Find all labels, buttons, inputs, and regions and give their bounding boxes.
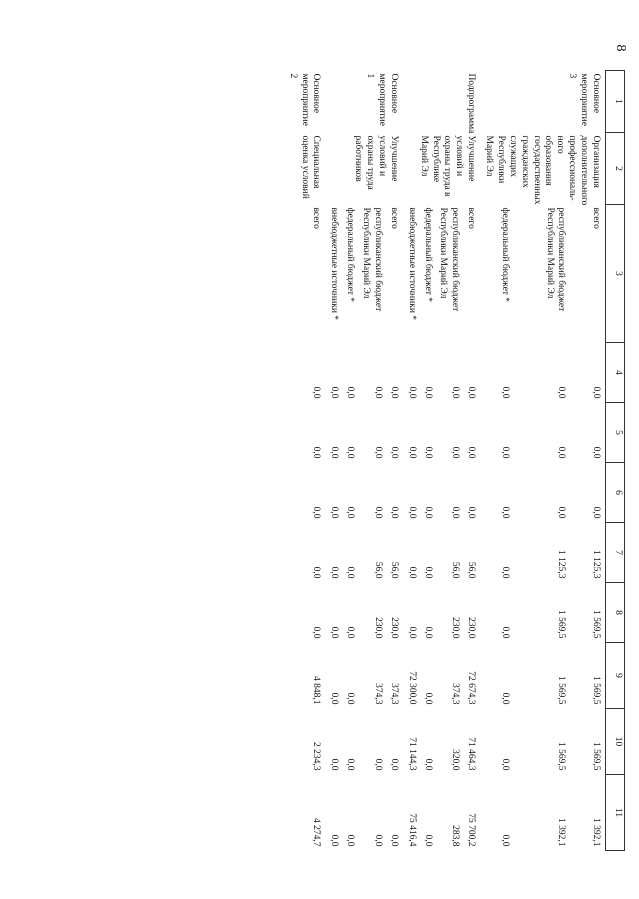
- header-cell: 1: [606, 71, 625, 133]
- funding-source-cell: всего: [388, 207, 399, 229]
- value-cell: 230,0: [373, 617, 383, 639]
- value-cell: 0,0: [345, 386, 356, 399]
- header-cell: 10: [606, 709, 625, 775]
- value-cell: 0,0: [422, 506, 433, 519]
- value-cell: 1 392,1: [556, 818, 567, 847]
- value-cell: 0,0: [329, 506, 340, 519]
- budget-table: [284, 70, 625, 851]
- value-cell: 0,0: [345, 626, 356, 639]
- value-cell: 1 569,5: [556, 610, 567, 639]
- value-cell: 0,0: [373, 758, 383, 771]
- value-cell: 71 144,3: [406, 737, 417, 771]
- activity-type-cell: Основное мероприятие 1: [365, 73, 399, 126]
- value-cell: 0,0: [373, 506, 383, 519]
- value-cell: 0,0: [422, 386, 433, 399]
- header-cell: 3: [606, 205, 625, 343]
- value-cell: 230,0: [450, 617, 461, 639]
- value-cell: 0,0: [311, 506, 322, 519]
- activity-type-cell: Подпрограмма: [466, 73, 477, 134]
- value-cell: 0,0: [466, 446, 477, 459]
- value-cell: 0,0: [345, 834, 356, 847]
- value-cell: 1 569,5: [591, 742, 601, 771]
- value-cell: 0,0: [500, 626, 511, 639]
- value-cell: 0,0: [345, 758, 356, 771]
- value-cell: 374,3: [388, 683, 399, 705]
- value-cell: 56,0: [466, 561, 477, 579]
- value-cell: 0,0: [500, 386, 511, 399]
- value-cell: 0,0: [406, 446, 417, 459]
- value-cell: 0,0: [329, 566, 340, 579]
- value-cell: 72 300,0: [406, 671, 417, 705]
- value-cell: 0,0: [311, 566, 322, 579]
- header-row: [606, 71, 625, 851]
- value-cell: 1 125,3: [591, 550, 601, 579]
- funding-source-cell: республиканский бюджет Республики Марий Эл: [544, 207, 567, 312]
- table-row: [462, 71, 480, 851]
- value-cell: 75 700,2: [466, 813, 477, 847]
- value-cell: 0,0: [591, 506, 601, 519]
- value-cell: 0,0: [329, 692, 340, 705]
- value-cell: 1 392,1: [591, 818, 601, 847]
- value-cell: 0,0: [466, 506, 477, 519]
- value-cell: 0,0: [311, 386, 322, 399]
- funding-source-cell: внебюджетные источники *: [329, 207, 340, 321]
- funding-source-cell: всего: [311, 207, 322, 229]
- value-cell: 71 464,3: [466, 737, 477, 771]
- value-cell: 0,0: [345, 566, 356, 579]
- header-cell: 6: [606, 463, 625, 523]
- value-cell: 0,0: [450, 386, 461, 399]
- value-cell: 0,0: [329, 446, 340, 459]
- value-cell: 1 569,5: [556, 676, 567, 705]
- value-cell: 0,0: [556, 386, 567, 399]
- value-cell: 1 569,5: [556, 742, 567, 771]
- value-cell: 0,0: [422, 566, 433, 579]
- funding-source-cell: внебюджетные источники *: [406, 207, 417, 321]
- value-cell: 56,0: [388, 561, 399, 579]
- value-cell: 1 569,5: [591, 610, 601, 639]
- header-cell: 11: [606, 775, 625, 851]
- value-cell: 0,0: [345, 446, 356, 459]
- value-cell: 0,0: [373, 386, 383, 399]
- funding-source-cell: всего: [466, 207, 477, 229]
- table-row: [568, 71, 605, 851]
- activity-name-cell: Улучшение условий и охраны труда в Республике Марий Эл: [418, 135, 477, 197]
- activity-name-cell: Специальная оценка условий: [299, 135, 322, 199]
- value-cell: 0,0: [388, 506, 399, 519]
- value-cell: 0,0: [500, 506, 511, 519]
- funding-source-cell: республиканский бюджет Республики Марий Эл: [438, 207, 461, 312]
- value-cell: 0,0: [422, 692, 433, 705]
- activity-type-cell: Основное мероприятие 3: [567, 73, 601, 126]
- value-cell: 4 848,1: [311, 676, 322, 705]
- value-cell: 0,0: [500, 566, 511, 579]
- value-cell: 0,0: [388, 386, 399, 399]
- header-cell: 4: [606, 343, 625, 403]
- header-cell: 8: [606, 583, 625, 643]
- value-cell: 0,0: [388, 758, 399, 771]
- header-cell: 9: [606, 643, 625, 709]
- value-cell: 0,0: [422, 834, 433, 847]
- value-cell: 0,0: [406, 566, 417, 579]
- value-cell: 0,0: [422, 758, 433, 771]
- activity-name-cell: Организация дополнительного профессиональ-ного образования государственных гражданских служащих Республики Марий Эл: [484, 135, 601, 206]
- funding-source-cell: федеральный бюджет *: [422, 207, 433, 303]
- header-cell: 7: [606, 523, 625, 583]
- funding-source-cell: всего: [591, 207, 601, 229]
- value-cell: 0,0: [422, 446, 433, 459]
- table-row: [284, 71, 326, 851]
- value-cell: 0,0: [591, 446, 601, 459]
- header-cell: 5: [606, 403, 625, 463]
- value-cell: 0,0: [406, 386, 417, 399]
- value-cell: 1 125,3: [556, 550, 567, 579]
- value-cell: 4 274,7: [311, 818, 322, 847]
- value-cell: 0,0: [406, 626, 417, 639]
- table-body: [284, 71, 625, 851]
- value-cell: 0,0: [591, 386, 601, 399]
- value-cell: 0,0: [556, 506, 567, 519]
- value-cell: 56,0: [373, 561, 383, 579]
- value-cell: 0,0: [450, 506, 461, 519]
- rotated-table-container: [95, 70, 625, 850]
- value-cell: 0,0: [388, 446, 399, 459]
- value-cell: 0,0: [406, 506, 417, 519]
- funding-source-cell: федеральный бюджет *: [500, 207, 511, 303]
- value-cell: 283,8: [450, 825, 461, 847]
- value-cell: 0,0: [388, 834, 399, 847]
- value-cell: 374,3: [373, 683, 383, 705]
- header-cell: 2: [606, 133, 625, 205]
- value-cell: 0,0: [329, 386, 340, 399]
- value-cell: 0,0: [500, 692, 511, 705]
- value-cell: 0,0: [329, 626, 340, 639]
- value-cell: 0,0: [466, 386, 477, 399]
- value-cell: 0,0: [450, 446, 461, 459]
- value-cell: 230,0: [466, 617, 477, 639]
- value-cell: 75 416,4: [406, 813, 417, 847]
- funding-source-cell: федеральный бюджет *: [345, 207, 356, 303]
- value-cell: 0,0: [500, 758, 511, 771]
- value-cell: 0,0: [345, 692, 356, 705]
- value-cell: 0,0: [329, 834, 340, 847]
- value-cell: 0,0: [500, 834, 511, 847]
- value-cell: 0,0: [311, 626, 322, 639]
- value-cell: 0,0: [373, 446, 383, 459]
- page-number: 8: [613, 44, 628, 52]
- value-cell: 0,0: [345, 506, 356, 519]
- activity-name-cell: Улучшение условий и охраны труда работников: [353, 135, 399, 190]
- value-cell: 56,0: [450, 561, 461, 579]
- value-cell: 230,0: [388, 617, 399, 639]
- value-cell: 0,0: [500, 446, 511, 459]
- table-row: [385, 71, 403, 851]
- value-cell: 0,0: [556, 446, 567, 459]
- value-cell: 0,0: [311, 446, 322, 459]
- activity-type-cell: Основное мероприятие 2: [287, 73, 322, 126]
- value-cell: 374,3: [450, 683, 461, 705]
- value-cell: 320,0: [450, 749, 461, 771]
- value-cell: 0,0: [422, 626, 433, 639]
- funding-source-cell: республиканский бюджет Республики Марий Эл: [361, 207, 383, 312]
- value-cell: 72 674,3: [466, 671, 477, 705]
- value-cell: 2 234,3: [311, 742, 322, 771]
- value-cell: 0,0: [373, 834, 383, 847]
- value-cell: 1 569,5: [591, 676, 601, 705]
- value-cell: 0,0: [329, 758, 340, 771]
